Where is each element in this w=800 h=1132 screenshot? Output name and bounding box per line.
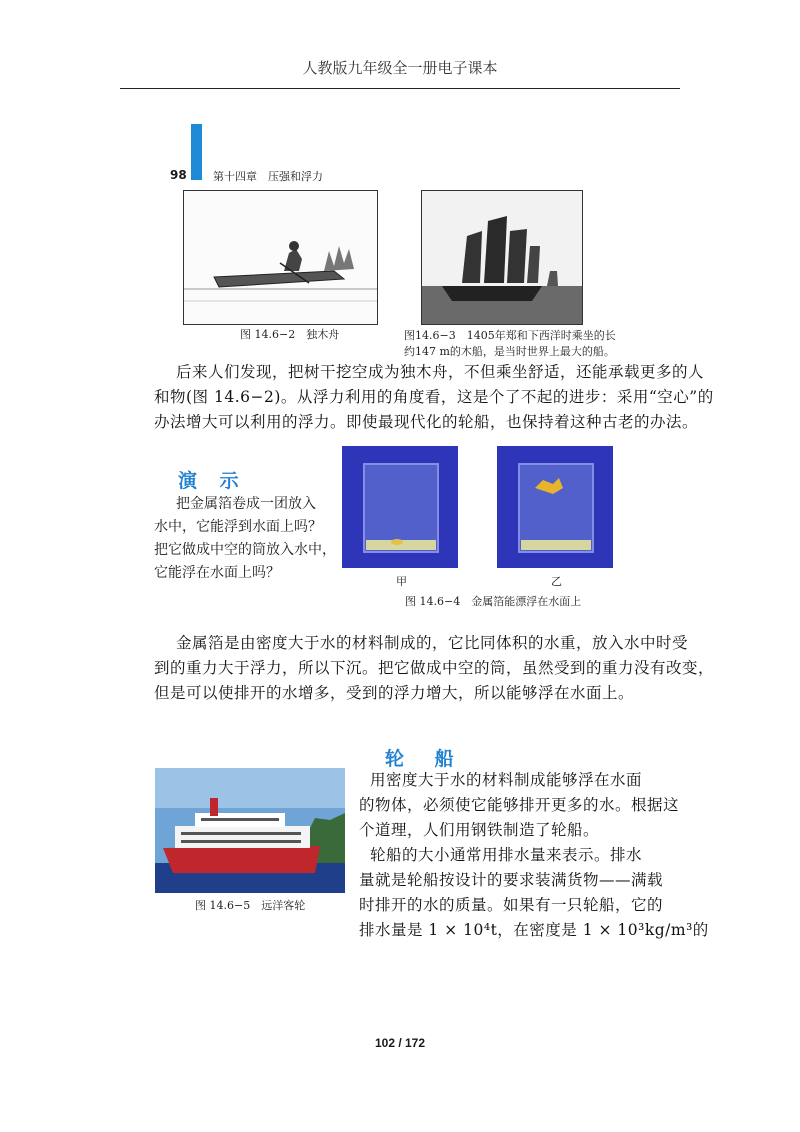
figure-14-6-4-caption: 图 14.6−4 金属箔能漂浮在水面上: [405, 595, 582, 608]
demo-text-line-2: 水中，它能浮到水面上吗？: [154, 519, 322, 535]
paragraph-1-line-3: 办法增大可以利用的浮力。即使最现代化的轮船，也保持着这种古老的办法。: [154, 413, 699, 431]
chapter-marker-bar: [191, 124, 202, 180]
ship-text-line-1: 用密度大于水的材料制成能够浮在水面: [370, 771, 643, 789]
figure-14-6-5-caption: 图 14.6−5 远洋客轮: [195, 899, 306, 912]
section-heading-ships: 轮 船: [385, 748, 466, 770]
demo-heading: 演 示: [178, 470, 247, 492]
figure-14-6-3-caption-line2: 约147 m的木船，是当时世界上最大的船。: [404, 345, 615, 358]
ship-text-line-3: 个道理，人们用钢铁制造了轮船。: [359, 821, 600, 839]
ship-text-line-7: 排水量是 1 × 10⁴t，在密度是 1 × 10³kg/m³的: [359, 921, 709, 939]
paragraph-2-line-1: 金属箔是由密度大于水的材料制成的，它比同体积的水重，放入水中时受: [176, 634, 689, 652]
demo-text-line-4: 它能浮在水面上吗？: [154, 565, 280, 581]
chapter-title: 第十四章 压强和浮力: [213, 170, 323, 183]
figure-ocean-liner-image: [155, 768, 345, 893]
figure-label-a: 甲: [396, 575, 407, 588]
paragraph-1-line-2: 和物(图 14.6−2)。从浮力利用的角度看，这是个了不起的进步：采用“空心”的: [154, 388, 714, 406]
paragraph-2-line-3: 但是可以使排开的水增多，受到的浮力增大，所以能够浮在水面上。: [154, 684, 635, 702]
figure-treasure-ship-image: [421, 190, 583, 325]
book-page-number: 98: [170, 168, 187, 182]
demo-text-line-3: 把它做成中空的筒放入水中，: [154, 542, 336, 558]
ship-text-line-5: 量就是轮船按设计的要求装满货物——满载: [359, 871, 664, 889]
pdf-page-indicator: 102 / 172: [374, 1036, 426, 1050]
paragraph-1-line-1: 后来人们发现，把树干挖空成为独木舟，不但乘坐舒适，还能承载更多的人: [176, 363, 705, 381]
ship-text-line-4: 轮船的大小通常用排水量来表示。排水: [370, 846, 643, 864]
figure-tank-b-image: [497, 446, 613, 568]
ship-text-line-2: 的物体，必须使它能够排开更多的水。根据这: [359, 796, 680, 814]
demo-text-line-1: 把金属箔卷成一团放入: [176, 496, 316, 512]
figure-14-6-3-caption-line1: 图14.6−3 1405年郑和下西洋时乘坐的长: [404, 329, 616, 342]
document-header-title: 人教版九年级全一册电子课本: [302, 59, 498, 77]
figure-canoe-image: [183, 190, 378, 325]
paragraph-2-line-2: 到的重力大于浮力，所以下沉。把它做成中空的筒，虽然受到的重力没有改变，: [154, 659, 715, 677]
figure-14-6-2-caption: 图 14.6−2 独木舟: [240, 328, 340, 341]
ship-text-line-6: 时排开的水的质量。如果有一只轮船，它的: [359, 896, 664, 914]
header-divider: [120, 88, 680, 89]
figure-label-b: 乙: [551, 575, 562, 588]
figure-tank-a-image: [342, 446, 458, 568]
